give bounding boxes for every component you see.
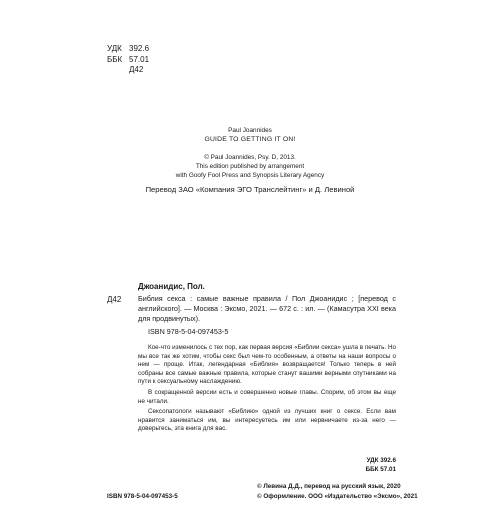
annotation-paragraph: В сокращенной версии есть и совершенно новые главы. Спорим, об этом вы еще не читали.: [138, 388, 396, 405]
footer-copyrights: [257, 482, 418, 501]
footer-isbn: ISBN 978-5-04-097453-5: [107, 493, 178, 500]
author-mark-row: [107, 65, 149, 76]
original-edition-block: [0, 126, 500, 180]
udk-row: [107, 44, 149, 55]
catalog-description: Библия секса : самые важные правила / Пол Джоанидис ; [перевод с английского]. — Москва : Эксмо, 2021. — 672 с. : ил. — (Камасутра XXI века для продвинутых).: [138, 294, 396, 323]
annotation-paragraph: Кое-что изменилось с тех пор, как первая версия «Библии секса» ушла в печать. Но мы все так же хотим, чтобы секс был чем-то особенным, а ответы на наши вопросы о нем — проще. Итак, легендарная «Библия» возвращается! Только теперь в ней собраны все самые важные правила, которые станут вашими верными спутниками на пути к сексуальному наслаждению.: [138, 344, 396, 386]
original-copyright-line: © Paul Joannides, Psy. D, 2013.: [204, 154, 296, 161]
annotation-block: [138, 344, 396, 436]
original-author: Paul Joannides: [228, 127, 272, 134]
original-copyright-line: This edition published by arrangement: [195, 163, 305, 170]
udk-key: УДК: [107, 44, 122, 53]
bbk-row: [107, 55, 149, 66]
original-copyright-line: with Goofy Fool Press and Synopsis Literary Agency: [175, 172, 325, 179]
catalog-code: Д42: [107, 295, 122, 304]
bbk-value: 57.01: [129, 54, 150, 64]
design-copyright: © Оформление. ООО «Издательство «Эксмо», 2021: [257, 492, 418, 500]
bbk-bottom: ББК 57.01: [365, 466, 396, 473]
classification-bottom: [366, 456, 396, 474]
translation-copyright: © Левина Д.Д., перевод на русский язык, 2020: [257, 483, 401, 490]
translation-credit: Перевод ЗАО «Компания ЭГО Транслейтинг» и Д. Левиной: [145, 185, 355, 194]
catalog-isbn: ISBN 978-5-04-097453-5: [148, 327, 229, 336]
bbk-key: ББК: [107, 54, 123, 64]
author-mark-value: Д42: [129, 65, 144, 74]
original-title: GUIDE TO GETTING IT ON!: [204, 136, 296, 143]
annotation-paragraph: Сексопатологи называют «Библию» одной из лучших книг о сексе. Если вам нравится заниматься им, вы интересуетесь им или нервничаете из-за него — доверьтесь, эта книга для вас.: [138, 408, 396, 433]
classification-block: [107, 44, 149, 76]
author-mark-key: [107, 65, 129, 76]
udk-bottom: УДК 392.6: [366, 457, 396, 464]
udk-value: 392.6: [129, 44, 150, 53]
catalog-author-heading: Джоанидис, Пол.: [138, 282, 205, 291]
